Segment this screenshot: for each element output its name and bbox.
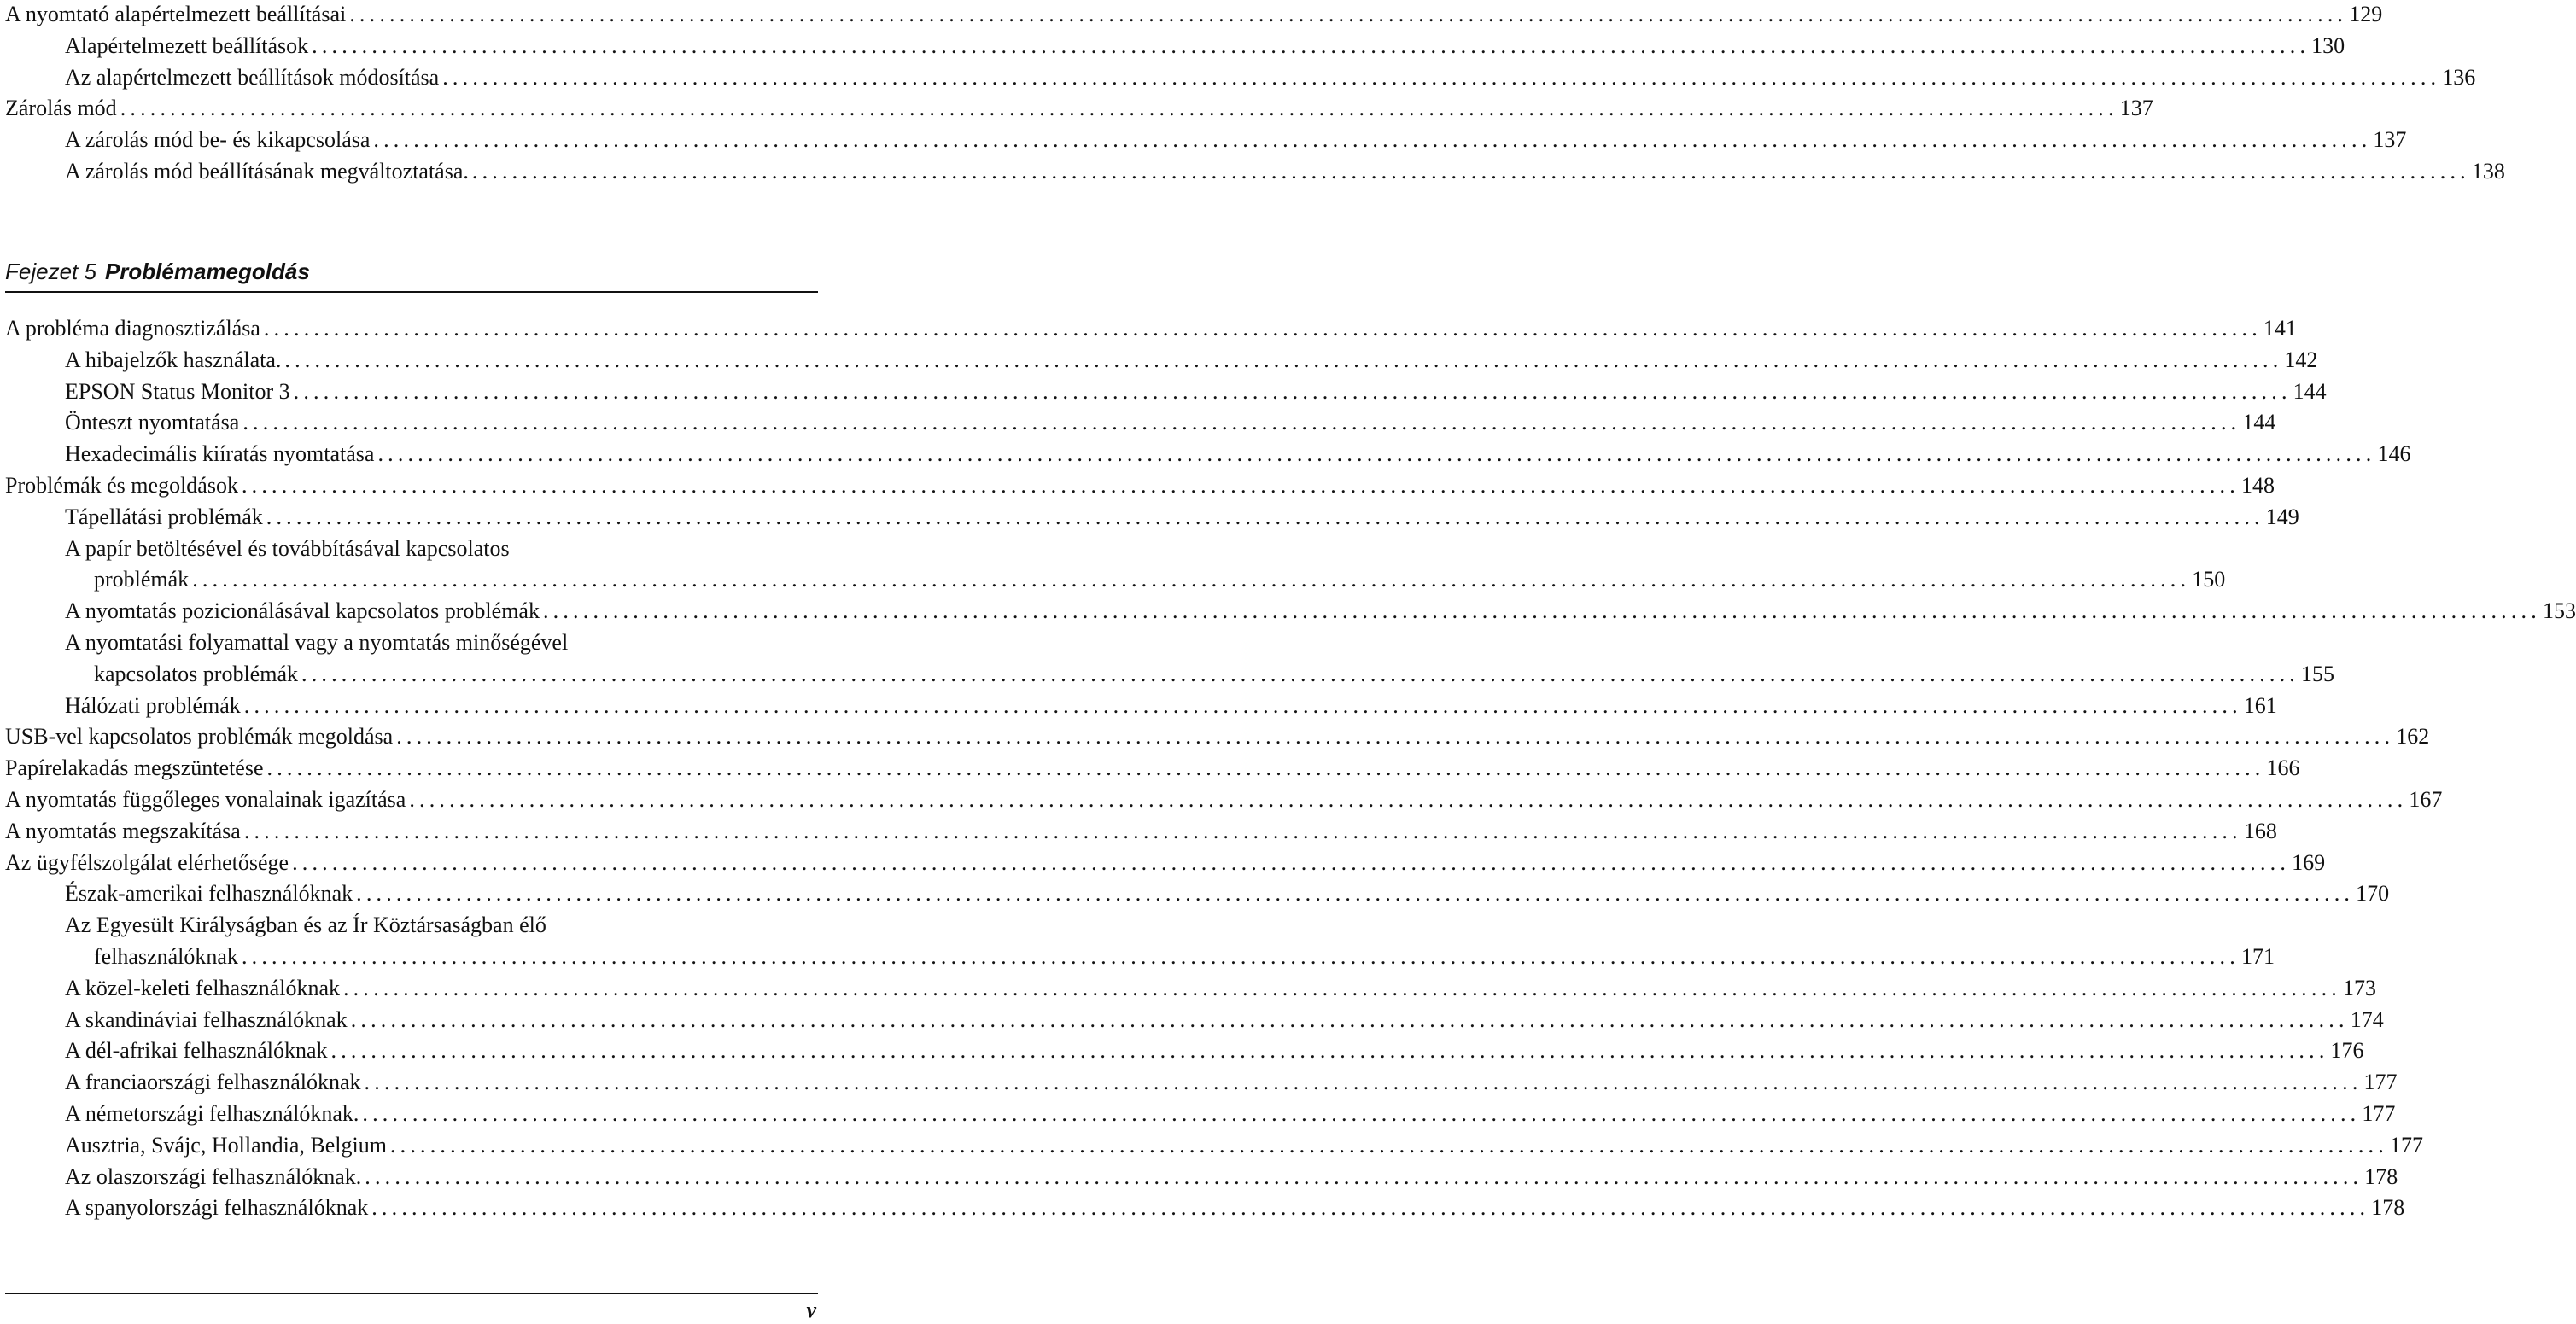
toc-entry-page: 173 — [2342, 975, 2376, 1000]
toc-entry-page: 178 — [2371, 1195, 2405, 1221]
toc-entry[interactable] — [65, 408, 2276, 437]
dot-leader: ........................................................................................................................................................................................................ — [377, 441, 2376, 467]
chapter-title: Problémamegoldás — [104, 259, 310, 284]
toc-entry-page: 168 — [2243, 818, 2277, 843]
toc-entry[interactable] — [65, 1163, 2398, 1192]
toc-entry[interactable] — [5, 94, 2153, 123]
dot-leader: ........................................................................................................................................................................................................ — [192, 567, 2191, 592]
toc-entry[interactable] — [5, 314, 2297, 343]
toc-entry[interactable] — [65, 879, 2390, 908]
toc-entry[interactable] — [65, 1006, 2384, 1035]
dot-leader: ........................................................................................................................................................................................................ — [330, 1038, 2329, 1064]
toc-entry-title: A spanyolországi felhasználóknak — [65, 1195, 369, 1221]
toc-entry-page: 153 — [2542, 598, 2576, 624]
toc-entry-title: A zárolás mód be- és kikapcsolása — [65, 127, 371, 153]
toc-entry-page: 177 — [2363, 1070, 2398, 1095]
dot-leader: ........................................................................................................................................................................................................ — [371, 1195, 2370, 1221]
dot-leader: ........................................................................................................................................................................................................ — [373, 127, 2372, 153]
toc-entry-page: 137 — [2119, 96, 2153, 121]
dot-leader: ........................................................................................................................................................................................................ — [389, 1132, 2388, 1158]
toc-entry-page: 137 — [2373, 127, 2407, 153]
toc-entry-title: problémák — [94, 567, 190, 592]
toc-entry-page: 150 — [2192, 567, 2226, 592]
toc-entry[interactable] — [65, 63, 2476, 92]
dot-leader: ........................................................................................................................................................................................................ — [356, 881, 2355, 907]
toc-entry-page: 149 — [2265, 504, 2299, 529]
toc-entry-page: 161 — [2243, 692, 2277, 718]
toc-entry[interactable] — [65, 157, 2505, 186]
toc-entry[interactable] — [65, 691, 2277, 720]
toc-entry-title: kapcsolatos problémák — [94, 661, 298, 686]
toc-entry-page: 177 — [2362, 1101, 2396, 1126]
toc-entry[interactable] — [65, 1036, 2364, 1065]
toc-entry[interactable] — [65, 377, 2327, 406]
dot-leader: ........................................................................................................................................................................................................ — [442, 64, 2441, 90]
toc-entry-page: 141 — [2263, 316, 2297, 341]
chapter-label: Fejezet 5 — [5, 259, 96, 284]
toc-entry-page: 169 — [2292, 849, 2326, 875]
toc-entry-title: A franciaországi felhasználóknak — [65, 1070, 361, 1095]
dot-leader: ........................................................................................................................................................................................................ — [241, 944, 2240, 969]
toc-entry[interactable] — [65, 32, 2345, 61]
toc-entry-title: Tápellátási problémák — [65, 504, 263, 529]
toc-entry-page: 170 — [2356, 881, 2390, 907]
toc-entry-page: 148 — [2240, 473, 2275, 498]
toc-entry-page: 177 — [2389, 1132, 2423, 1158]
toc-entry[interactable] — [5, 754, 2300, 783]
toc-entry[interactable] — [65, 1068, 2398, 1097]
dot-leader: ........................................................................................................................................................................................................ — [409, 787, 2408, 812]
toc-entry-title: A nyomtatás pozicionálásával kapcsolatos problémák — [65, 598, 540, 624]
toc-entry-title: Hálózati problémák — [65, 692, 241, 718]
toc-entry[interactable] — [5, 0, 2383, 29]
toc-entry-title: Alapértelmezett beállítások — [65, 32, 309, 58]
toc-entry-title: A nyomtatás megszakítása — [5, 818, 241, 843]
toc-entry-title: Hexadecimális kiíratás nyomtatása — [65, 441, 375, 467]
dot-leader: ........................................................................................................................................................................................................ — [243, 692, 2242, 718]
toc-entry-title-line1[interactable]: Az Egyesült Királyságban és az Ír Köztársaságban élő — [65, 913, 546, 938]
toc-entry[interactable] — [65, 125, 2407, 155]
dot-leader: ........................................................................................................................................................................................................ — [293, 378, 2292, 404]
toc-entry[interactable] — [5, 817, 2277, 846]
toc-entry-page: 136 — [2442, 64, 2476, 90]
toc-entry-title: Ausztria, Svájc, Hollandia, Belgium — [65, 1132, 387, 1158]
dot-leader: ........................................................................................................................................................................................................ — [364, 1070, 2363, 1095]
toc-entry[interactable] — [65, 1193, 2405, 1222]
dot-leader: ........................................................................................................................................................................................................ — [396, 724, 2395, 749]
toc-entry[interactable] — [5, 722, 2430, 751]
dot-leader: ........................................................................................................................................................................................................ — [365, 1164, 2363, 1189]
toc-entry[interactable] — [5, 849, 2326, 878]
toc-entry-title: Az ügyfélszolgálat elérhetősége — [5, 849, 289, 875]
toc-entry-page: 155 — [2301, 661, 2334, 686]
toc-entry[interactable] — [94, 660, 2334, 689]
toc-entry-page: 162 — [2396, 724, 2430, 749]
toc-entry-title: A probléma diagnosztizálása — [5, 316, 260, 341]
toc-entry[interactable] — [65, 503, 2299, 532]
toc-entry-page: 129 — [2349, 2, 2383, 26]
toc-entry-page: 171 — [2240, 944, 2275, 969]
toc-entry[interactable] — [5, 785, 2443, 814]
dot-leader: ........................................................................................................................................................................................................ — [266, 755, 2265, 781]
toc-entry-title: A nyomtatás függőleges vonalainak igazítása — [5, 787, 406, 812]
toc-entry-page: 178 — [2364, 1164, 2398, 1189]
toc-entry-title: A nyomtató alapértelmezett beállításai — [5, 2, 347, 26]
toc-entry[interactable] — [5, 471, 2275, 500]
page-number: v — [806, 1298, 816, 1322]
dot-leader: ........................................................................................................................................................................................................ — [362, 1101, 2361, 1126]
toc-entry-title: USB-vel kapcsolatos problémák megoldása — [5, 724, 394, 749]
toc-entry-title: Papírelakadás megszüntetése — [5, 755, 264, 781]
toc-entry[interactable] — [94, 942, 2275, 971]
toc-entry-title: A hibajelzők használata. — [65, 347, 282, 372]
footer-rule — [5, 1293, 818, 1294]
toc-entry-title: Az olaszországi felhasználóknak. — [65, 1164, 362, 1189]
dot-leader: ........................................................................................................................................................................................................ — [292, 849, 2291, 875]
toc-entry[interactable] — [65, 440, 2411, 469]
dot-leader: ........................................................................................................................................................................................................ — [542, 598, 2541, 624]
dot-leader: ........................................................................................................................................................................................................ — [350, 1006, 2349, 1032]
toc-entry[interactable] — [94, 565, 2226, 594]
toc-entry-page: 167 — [2409, 787, 2443, 812]
toc-entry-title: Önteszt nyomtatása — [65, 410, 240, 435]
toc-entry-title: A közel-keleti felhasználóknak — [65, 975, 340, 1000]
toc-entry-page: 130 — [2311, 32, 2345, 58]
toc-entry-page: 138 — [2471, 159, 2505, 184]
dot-leader: ........................................................................................................................................................................................................ — [312, 32, 2310, 58]
toc-entry-page: 144 — [2293, 378, 2327, 404]
toc-entry-title: felhasználóknak — [94, 944, 238, 969]
dot-leader: ........................................................................................................................................................................................................ — [301, 661, 2299, 686]
toc-entry-title: Az alapértelmezett beállítások módosítása — [65, 64, 440, 90]
toc-entry-page: 144 — [2242, 410, 2276, 435]
toc-entry-page: 146 — [2377, 441, 2411, 467]
dot-leader: ........................................................................................................................................................................................................ — [471, 159, 2470, 184]
toc-entry-title: EPSON Status Monitor 3 — [65, 378, 290, 404]
toc-entry-title: Zárolás mód — [5, 96, 117, 121]
dot-leader: ........................................................................................................................................................................................................ — [243, 818, 2242, 843]
toc-entry-title: A zárolás mód beállításának megváltoztatása. — [65, 159, 469, 184]
chapter-rule — [5, 291, 818, 293]
dot-leader: ........................................................................................................................................................................................................ — [263, 316, 2262, 341]
dot-leader: ........................................................................................................................................................................................................ — [241, 473, 2240, 498]
dot-leader: ........................................................................................................................................................................................................ — [242, 410, 2241, 435]
toc-entry-title: A skandináviai felhasználóknak — [65, 1006, 348, 1032]
dot-leader: ........................................................................................................................................................................................................ — [120, 96, 2118, 121]
dot-leader: ........................................................................................................................................................................................................ — [284, 347, 2283, 372]
toc-entry-title: Problémák és megoldások — [5, 473, 238, 498]
toc-entry-title: A dél-afrikai felhasználóknak — [65, 1038, 328, 1064]
toc-entry-title: A németországi felhasználóknak. — [65, 1101, 359, 1126]
dot-leader: ........................................................................................................................................................................................................ — [349, 2, 2348, 26]
toc-entry-title-line1[interactable]: A nyomtatási folyamattal vagy a nyomtatás minőségével — [65, 630, 569, 655]
dot-leader: ........................................................................................................................................................................................................ — [266, 504, 2264, 529]
toc-entry-page: 174 — [2350, 1006, 2384, 1032]
dot-leader: ........................................................................................................................................................................................................ — [342, 975, 2341, 1000]
toc-entry[interactable] — [65, 597, 2576, 626]
toc-entry[interactable] — [65, 1131, 2423, 1160]
chapter-heading — [5, 256, 310, 287]
toc-entry-page: 176 — [2330, 1038, 2364, 1064]
toc-entry[interactable] — [65, 1099, 2396, 1129]
toc-entry-title: Észak-amerikai felhasználóknak — [65, 881, 353, 907]
toc-entry[interactable] — [65, 346, 2318, 375]
toc-entry-page: 142 — [2284, 347, 2318, 372]
toc-entry[interactable] — [65, 974, 2376, 1003]
toc-entry-page: 166 — [2266, 755, 2300, 781]
toc-entry-title-line1[interactable]: A papír betöltésével és továbbításával kapcsolatos — [65, 535, 510, 561]
